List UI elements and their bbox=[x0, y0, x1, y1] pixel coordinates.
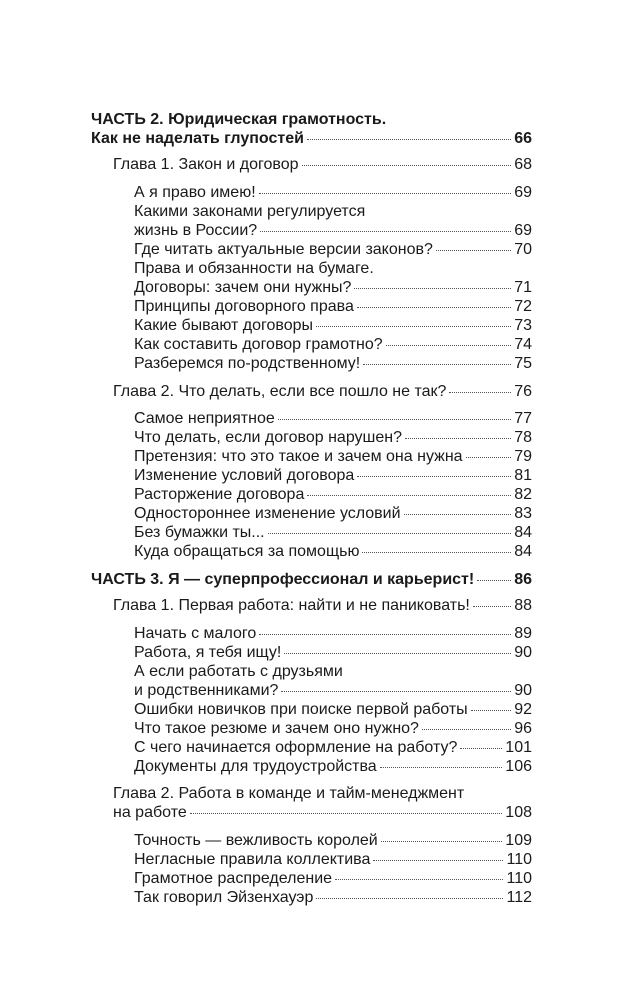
toc-page-number: 112 bbox=[506, 889, 532, 906]
toc-section-title: Принципы договорного права bbox=[134, 298, 354, 315]
toc-page-number: 106 bbox=[505, 758, 532, 775]
toc-section bbox=[134, 662, 532, 700]
dot-leader bbox=[373, 860, 503, 861]
toc-page-number: 110 bbox=[506, 870, 532, 887]
toc-page-number: 79 bbox=[514, 448, 532, 465]
dot-leader bbox=[363, 364, 511, 365]
toc-section bbox=[134, 523, 532, 542]
toc-chapter bbox=[113, 155, 532, 174]
toc-part-3-title: ЧАСТЬ 3. Я — суперпрофессионал и карьерист! bbox=[91, 571, 475, 588]
toc-section bbox=[134, 409, 532, 428]
toc-page-number: 70 bbox=[514, 241, 532, 258]
toc-section bbox=[134, 259, 532, 297]
toc-section bbox=[134, 428, 532, 447]
dot-leader bbox=[278, 419, 511, 420]
toc-page-number: 78 bbox=[514, 429, 532, 446]
toc-page-number: 109 bbox=[505, 832, 532, 849]
toc-page-number: 69 bbox=[514, 222, 532, 239]
toc-chapter-title-line1: Глава 2. Работа в команде и тайм-менеджмент bbox=[113, 785, 465, 802]
toc-section bbox=[134, 738, 532, 757]
toc-page-number: 72 bbox=[514, 298, 532, 315]
toc-section-title: Где читать актуальные версии законов? bbox=[134, 241, 433, 258]
dot-leader bbox=[284, 653, 511, 654]
dot-leader bbox=[466, 457, 512, 458]
toc-page-number: 90 bbox=[514, 682, 532, 699]
toc-chapter bbox=[113, 596, 532, 615]
toc-page-number: 75 bbox=[514, 355, 532, 372]
dot-leader bbox=[473, 606, 511, 607]
toc-section bbox=[134, 831, 532, 850]
dot-leader bbox=[259, 193, 512, 194]
toc-section bbox=[134, 447, 532, 466]
toc-section bbox=[134, 888, 532, 907]
dot-leader bbox=[460, 748, 502, 749]
toc-page-number: 83 bbox=[514, 505, 532, 522]
toc-page-number: 81 bbox=[514, 467, 532, 484]
toc-page-number: 84 bbox=[514, 524, 532, 541]
toc-page-number: 77 bbox=[514, 410, 532, 427]
toc-section-title: Что такое резюме и зачем оно нужно? bbox=[134, 720, 419, 737]
toc-section bbox=[134, 719, 532, 738]
toc-section bbox=[134, 466, 532, 485]
toc-section-title: Разберемся по-родственному! bbox=[134, 355, 361, 372]
toc-chapter bbox=[113, 382, 532, 401]
toc-page-number: 88 bbox=[514, 597, 532, 614]
toc-section-title: Договоры: зачем они нужны? bbox=[134, 279, 352, 296]
toc-part-2-line1: ЧАСТЬ 2. Юридическая грамотность. bbox=[91, 111, 387, 128]
dot-leader bbox=[354, 288, 511, 289]
dot-leader bbox=[381, 841, 503, 842]
dot-leader bbox=[471, 710, 512, 711]
toc-page-number: 90 bbox=[514, 644, 532, 661]
toc-page-number: 110 bbox=[506, 851, 532, 868]
toc-section-title-line1: Какими законами регулируется bbox=[134, 203, 366, 220]
toc-page-number: 68 bbox=[514, 156, 532, 173]
toc-section-title: Изменение условий договора bbox=[134, 467, 355, 484]
toc-part-3 bbox=[91, 570, 532, 589]
toc-section bbox=[134, 354, 532, 373]
toc-section bbox=[134, 643, 532, 662]
toc-section-title: Работа, я тебя ищу! bbox=[134, 644, 282, 661]
toc-section bbox=[134, 542, 532, 561]
toc-section bbox=[134, 700, 532, 719]
dot-leader bbox=[357, 307, 511, 308]
toc-section-title-line1: А если работать с друзьями bbox=[134, 663, 343, 680]
toc-chapter bbox=[113, 784, 532, 822]
dot-leader bbox=[436, 250, 511, 251]
toc-page-number: 74 bbox=[514, 336, 532, 353]
toc-section bbox=[134, 183, 532, 202]
dot-leader bbox=[302, 165, 512, 166]
dot-leader bbox=[405, 438, 511, 439]
dot-leader bbox=[422, 729, 511, 730]
dot-leader bbox=[316, 326, 511, 327]
dot-leader bbox=[307, 495, 511, 496]
dot-leader bbox=[357, 476, 511, 477]
dot-leader bbox=[316, 898, 503, 899]
toc-part-2 bbox=[91, 110, 532, 148]
toc-chapter-title: на работе bbox=[113, 804, 187, 821]
dot-leader bbox=[307, 139, 511, 140]
toc-page-number: 89 bbox=[514, 625, 532, 642]
dot-leader bbox=[190, 813, 503, 814]
toc-section-title: Точность — вежливость королей bbox=[134, 832, 378, 849]
toc-section bbox=[134, 335, 532, 354]
toc-page-number: 84 bbox=[514, 543, 532, 560]
toc-section bbox=[134, 504, 532, 523]
toc-page-number: 86 bbox=[514, 571, 532, 588]
dot-leader bbox=[268, 533, 512, 534]
toc-section-title: Одностороннее изменение условий bbox=[134, 505, 401, 522]
toc-page-number: 71 bbox=[514, 279, 532, 296]
dot-leader bbox=[449, 392, 511, 393]
toc-section bbox=[134, 297, 532, 316]
toc-section-title: Документы для трудоустройства bbox=[134, 758, 377, 775]
dot-leader bbox=[259, 634, 511, 635]
toc-section-title: Расторжение договора bbox=[134, 486, 305, 503]
toc-part-2-line2: Как не наделать глупостей bbox=[91, 130, 304, 147]
toc-page-number: 82 bbox=[514, 486, 532, 503]
toc-section-title: А я право имею! bbox=[134, 184, 256, 201]
dot-leader bbox=[386, 345, 512, 346]
dot-leader bbox=[362, 552, 511, 553]
dot-leader bbox=[477, 580, 511, 581]
toc-page-number: 108 bbox=[505, 804, 532, 821]
toc-page-number: 92 bbox=[514, 701, 532, 718]
dot-leader bbox=[380, 767, 503, 768]
toc-section bbox=[134, 850, 532, 869]
toc-section bbox=[134, 624, 532, 643]
toc-page-number: 76 bbox=[514, 383, 532, 400]
toc-page-number: 69 bbox=[514, 184, 532, 201]
toc-section-title: Ошибки новичков при поиске первой работы bbox=[134, 701, 468, 718]
toc-section-title: Негласные правила коллектива bbox=[134, 851, 371, 868]
dot-leader bbox=[335, 879, 503, 880]
toc-section-title: С чего начинается оформление на работу? bbox=[134, 739, 458, 756]
toc-section-title: Какие бывают договоры bbox=[134, 317, 314, 334]
toc-section bbox=[134, 202, 532, 240]
toc-section-title: Что делать, если договор нарушен? bbox=[134, 429, 403, 446]
toc-section bbox=[134, 757, 532, 776]
toc-section-title: Самое неприятное bbox=[134, 410, 275, 427]
toc-page-number: 66 bbox=[514, 130, 532, 147]
toc-section-title: Как составить договор грамотно? bbox=[134, 336, 383, 353]
dot-leader bbox=[404, 514, 512, 515]
toc-section-title: Начать с малого bbox=[134, 625, 257, 642]
toc-chapter-title: Глава 1. Первая работа: найти и не паниковать! bbox=[113, 597, 470, 614]
toc-section-title: Претензия: что это такое и зачем она нужна bbox=[134, 448, 463, 465]
toc-section-title: жизнь в России? bbox=[134, 222, 258, 239]
toc-section-title: Так говорил Эйзенхауэр bbox=[134, 889, 314, 906]
toc-chapter-title: Глава 2. Что делать, если все пошло не так? bbox=[113, 383, 447, 400]
toc-page-number: 73 bbox=[514, 317, 532, 334]
toc-chapter-title: Глава 1. Закон и договор bbox=[113, 156, 299, 173]
toc-section bbox=[134, 240, 532, 259]
toc-section-title: и родственниками? bbox=[134, 682, 279, 699]
toc-page-number: 96 bbox=[514, 720, 532, 737]
toc-section bbox=[134, 316, 532, 335]
toc-section-title: Куда обращаться за помощью bbox=[134, 543, 360, 560]
toc-section-title: Без бумажки ты... bbox=[134, 524, 265, 541]
toc-section-title: Грамотное распределение bbox=[134, 870, 333, 887]
dot-leader bbox=[281, 691, 511, 692]
toc-section bbox=[134, 869, 532, 888]
dot-leader bbox=[260, 231, 511, 232]
toc-section-title-line1: Права и обязанности на бумаге. bbox=[134, 260, 374, 277]
toc-section bbox=[134, 485, 532, 504]
toc-page-number: 101 bbox=[505, 739, 532, 756]
